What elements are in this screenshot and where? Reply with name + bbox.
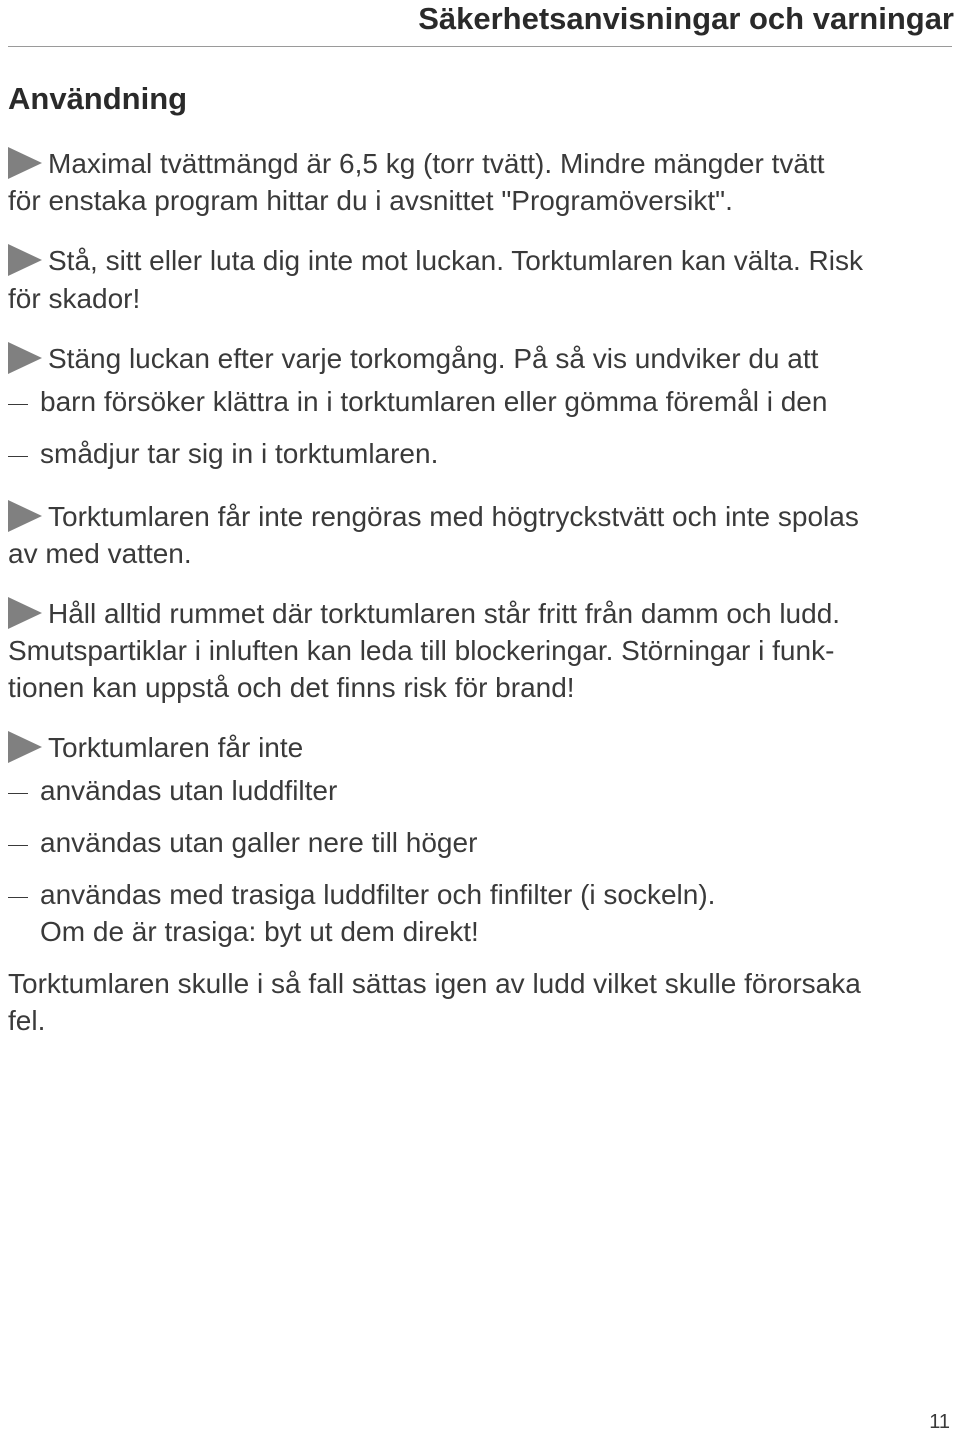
paragraph-4-line-2: av med vatten. <box>8 538 192 569</box>
paragraph-1-line-1 <box>8 146 825 182</box>
triangle-arrow-icon <box>8 500 42 532</box>
triangle-arrow-icon <box>8 731 42 763</box>
dash-icon <box>8 897 28 898</box>
paragraph-5-line-2: Smutspartiklar i inluften kan leda till blockeringar. Störningar i funk- <box>8 635 835 666</box>
triangle-arrow-icon <box>8 597 42 629</box>
dash-icon <box>8 793 28 794</box>
triangle-arrow-icon <box>8 244 42 276</box>
paragraph-2-text-1: Stå, sitt eller luta dig inte mot luckan. Torktumlaren kan välta. Risk <box>48 245 863 276</box>
page-number: 11 <box>929 1411 950 1433</box>
paragraph-5-line-1 <box>8 596 840 632</box>
paragraph-7-line-2: fel. <box>8 1005 46 1036</box>
paragraph-2-line-2: för skador! <box>8 283 141 314</box>
section-title: Användning <box>8 81 188 116</box>
paragraph-3-dash-2: smådjur tar sig in i torktumlaren. <box>40 438 439 469</box>
paragraph-1-text-1: Maximal tvättmängd är 6,5 kg (torr tvätt). Mindre mängder tvätt <box>48 148 825 179</box>
paragraph-5-line-3: tionen kan uppstå och det finns risk för brand! <box>8 672 575 703</box>
dash-icon <box>8 404 28 405</box>
paragraph-6-dash-2: användas utan galler nere till höger <box>40 827 478 858</box>
dash-icon <box>8 456 28 457</box>
paragraph-6-dash-3-line-1: användas med trasiga luddfilter och finfilter (i sockeln). <box>40 879 716 910</box>
paragraph-1-line-2: för enstaka program hittar du i avsnittet "Programöversikt". <box>8 185 733 216</box>
paragraph-7-line-1: Torktumlaren skulle i så fall sättas igen av ludd vilket skulle förorsaka <box>8 968 861 999</box>
header-divider <box>8 46 952 47</box>
paragraph-6-text-1: Torktumlaren får inte <box>48 732 304 763</box>
paragraph-4-line-1 <box>8 499 859 535</box>
paragraph-6-line-1 <box>8 730 303 766</box>
paragraph-2-line-1 <box>8 243 863 279</box>
triangle-arrow-icon <box>8 342 42 374</box>
paragraph-3-line-1 <box>8 341 818 377</box>
paragraph-6-dash-3-line-2: Om de är trasiga: byt ut dem direkt! <box>40 916 479 947</box>
dash-icon <box>8 845 28 846</box>
triangle-arrow-icon <box>8 147 42 179</box>
paragraph-4-text-1: Torktumlaren får inte rengöras med högtryckstvätt och inte spolas <box>48 501 859 532</box>
page-header-title: Säkerhetsanvisningar och varningar <box>418 1 954 36</box>
paragraph-3-text-1: Stäng luckan efter varje torkomgång. På så vis undviker du att <box>48 343 819 374</box>
paragraph-3-dash-1: barn försöker klättra in i torktumlaren eller gömma föremål i den <box>40 386 828 417</box>
paragraph-5-text-1: Håll alltid rummet där torktumlaren står fritt från damm och ludd. <box>48 598 841 629</box>
paragraph-6-dash-1: användas utan luddfilter <box>40 775 338 806</box>
